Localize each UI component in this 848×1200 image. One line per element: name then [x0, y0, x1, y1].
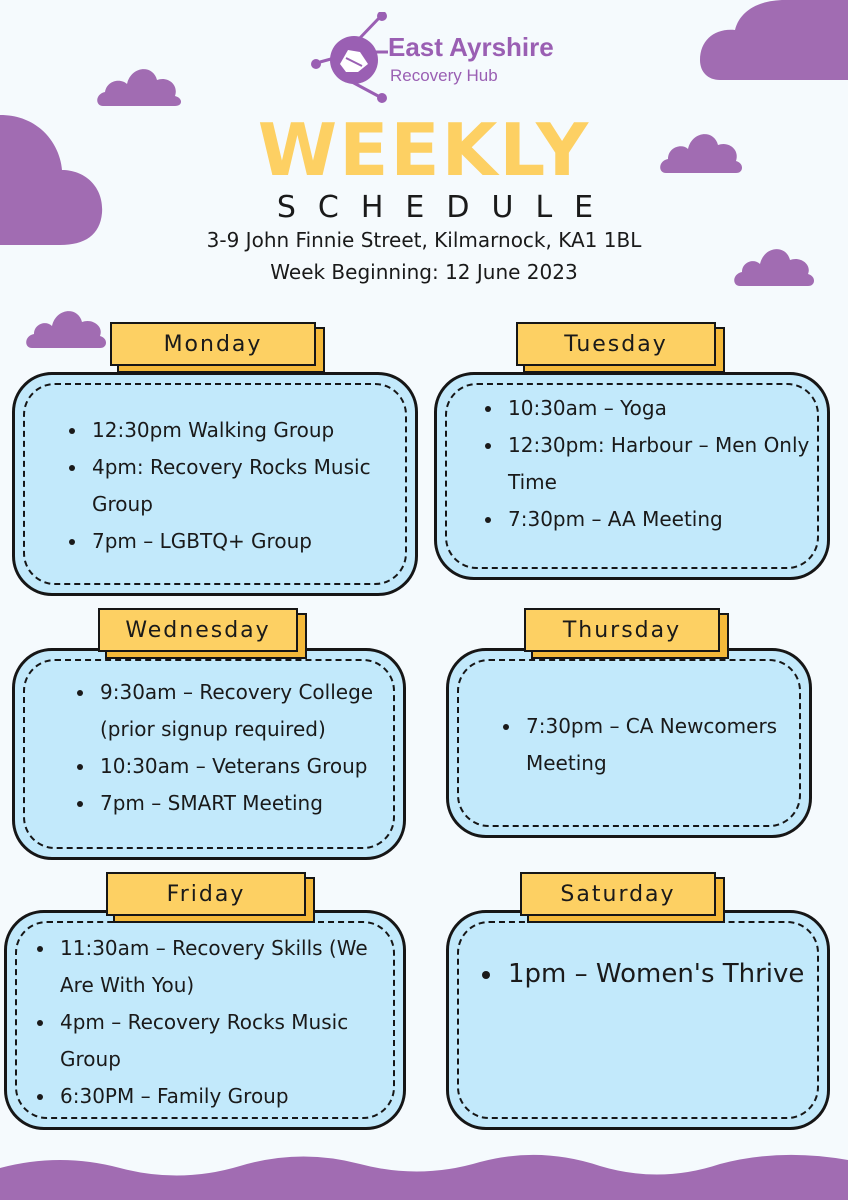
schedule-item: • 6:30PM – Family Group	[56, 1078, 406, 1115]
card-background	[446, 910, 830, 1130]
schedule-list	[480, 390, 824, 538]
schedule-item: • 11:30am – Recovery Skills (We Are With You)	[56, 930, 406, 1004]
brand-subtitle: Recovery Hub	[390, 66, 498, 85]
address: 3-9 John Finnie Street, Kilmarnock, KA1 1BL	[206, 228, 642, 252]
page-subtitle: SCHEDULE	[276, 190, 616, 225]
day-label-text: Saturday	[560, 882, 676, 907]
cloud-decoration-small-top	[95, 60, 185, 110]
cloud-decoration-top-right	[700, 0, 848, 80]
schedule-list	[72, 674, 406, 822]
schedule-item: • 12:30pm: Harbour – Men Only Time	[504, 427, 824, 501]
schedule-item: • 1pm – Women's Thrive	[504, 956, 834, 993]
day-label-text: Tuesday	[564, 332, 668, 357]
day-label-text: Monday	[163, 332, 263, 357]
page-title: WEEKLY	[257, 108, 591, 192]
schedule-item: • 7:30pm – AA Meeting	[504, 501, 824, 538]
day-card-wednesday	[12, 648, 406, 860]
day-card-monday	[12, 372, 418, 596]
day-card-thursday	[446, 648, 812, 838]
schedule-list	[498, 708, 812, 782]
schedule-item: • 7pm – SMART Meeting	[96, 785, 406, 822]
schedule-item: • 10:30am – Yoga	[504, 390, 824, 427]
schedule-item: • 7pm – LGBTQ+ Group	[88, 523, 418, 560]
schedule-list	[480, 956, 834, 993]
schedule-item: • 4pm: Recovery Rocks Music Group	[88, 449, 418, 523]
schedule-list	[64, 412, 418, 560]
schedule-item: • 4pm – Recovery Rocks Music Group	[56, 1004, 406, 1078]
day-label-text: Thursday	[562, 618, 682, 643]
day-card-saturday	[446, 910, 830, 1130]
day-label-tuesday	[516, 322, 716, 366]
schedule-list	[32, 930, 406, 1115]
day-label-text: Friday	[166, 882, 246, 907]
day-label-thursday	[524, 608, 720, 652]
day-label-text: Wednesday	[125, 618, 271, 643]
brand-title: East Ayrshire	[388, 32, 554, 62]
schedule-item: • 10:30am – Veterans Group	[96, 748, 406, 785]
day-card-tuesday	[434, 372, 830, 580]
week-beginning: Week Beginning: 12 June 2023	[270, 260, 578, 284]
day-label-friday	[106, 872, 306, 916]
schedule-item: • 9:30am – Recovery College (prior signup required)	[96, 674, 406, 748]
day-card-friday	[4, 910, 406, 1130]
day-label-monday	[110, 322, 316, 366]
wave-decoration-bottom	[0, 1138, 848, 1200]
schedule-item: • 12:30pm Walking Group	[88, 412, 418, 449]
day-label-saturday	[520, 872, 716, 916]
cloud-decoration-left-small	[24, 302, 110, 352]
schedule-item: • 7:30pm – CA Newcomers Meeting	[522, 708, 812, 782]
day-label-wednesday	[98, 608, 298, 652]
